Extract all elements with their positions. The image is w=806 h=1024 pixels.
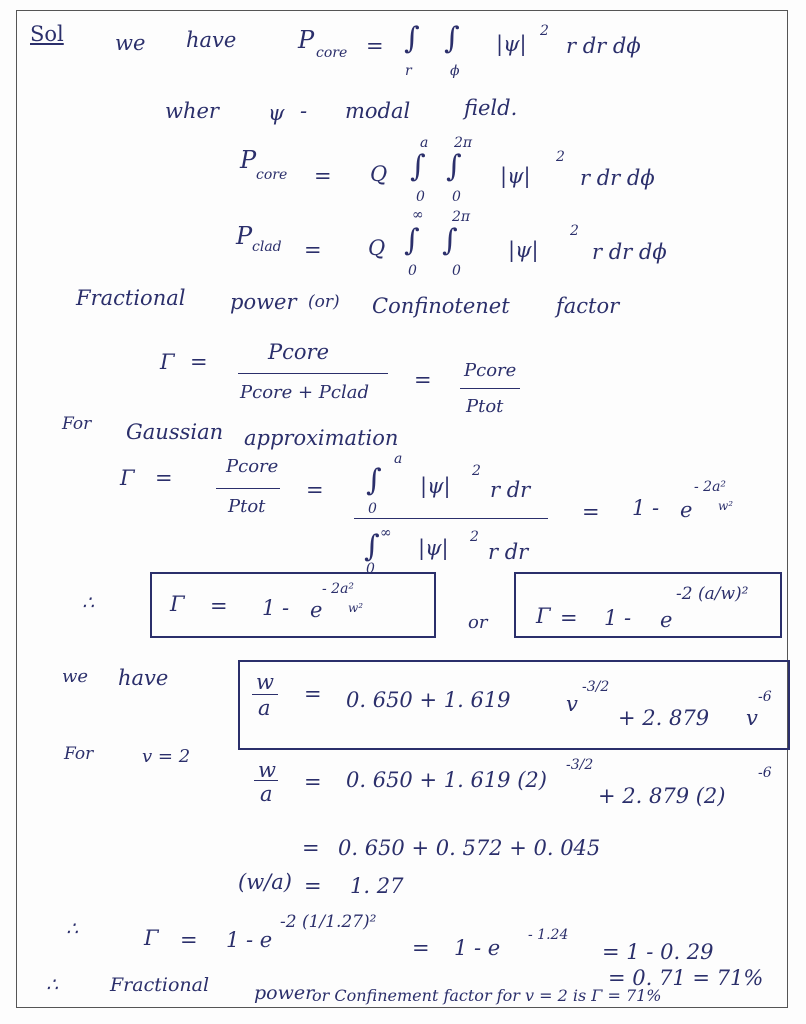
exponent-numerator: - 2a² bbox=[322, 581, 355, 597]
formula-rhs: 0. 650 + 1. 619 bbox=[346, 688, 511, 712]
denominator-sum: Pcore + Pclad bbox=[240, 382, 370, 403]
a-denominator: a bbox=[260, 782, 273, 806]
modal-word: modal bbox=[345, 99, 411, 123]
q-constant: Q bbox=[370, 162, 388, 186]
one-minus: 1 - bbox=[604, 606, 632, 630]
integral-2: ∫ bbox=[442, 223, 458, 258]
integrand-rdr: r dr bbox=[490, 478, 531, 502]
field-word: field. bbox=[464, 96, 518, 120]
psi-abs: |ψ| bbox=[420, 474, 451, 498]
fraction-bar bbox=[460, 388, 520, 389]
equals: = bbox=[366, 34, 384, 58]
integrand-rest: r dr dϕ bbox=[580, 166, 655, 190]
have-word: have bbox=[118, 666, 169, 690]
we-word: we bbox=[115, 31, 146, 55]
equals: = bbox=[180, 928, 198, 952]
q-constant: Q bbox=[368, 236, 386, 260]
have-word: have bbox=[186, 28, 237, 52]
integral-phi: ∫ bbox=[444, 21, 460, 56]
ratio-value: 1. 27 bbox=[350, 874, 404, 898]
for-word: For bbox=[62, 414, 92, 434]
equals: = bbox=[412, 936, 430, 960]
exponent-neg-6: -6 bbox=[758, 765, 772, 781]
fraction-bar bbox=[254, 780, 278, 781]
fraction-bar bbox=[238, 373, 388, 374]
w-numerator: w bbox=[258, 758, 276, 782]
numerator-pcore: Pcore bbox=[464, 360, 517, 381]
lower-limit-0: 0 bbox=[366, 561, 375, 577]
exponent: -2 (a/w)² bbox=[676, 584, 749, 604]
square-exponent: 2 bbox=[470, 529, 479, 545]
v-equals-2: v = 2 bbox=[142, 746, 191, 767]
equals: = bbox=[304, 238, 322, 262]
result-step: = 1 - 0. 29 bbox=[602, 940, 714, 964]
or-word: or bbox=[468, 612, 488, 633]
lower-limit-0: 0 bbox=[368, 501, 377, 517]
gamma-symbol: Γ bbox=[536, 604, 551, 628]
therefore-symbol: ∴ bbox=[66, 918, 79, 940]
lower-limit-0: 0 bbox=[452, 189, 461, 205]
integral-phi-limit: ϕ bbox=[450, 63, 460, 79]
psi-symbol: ψ bbox=[268, 101, 285, 125]
upper-limit-a: a bbox=[394, 451, 403, 467]
dash: - bbox=[300, 99, 308, 123]
integral-num: ∫ bbox=[366, 463, 382, 498]
confinement-word: Confinotenet bbox=[372, 294, 510, 318]
upper-limit-2pi: 2π bbox=[454, 135, 473, 151]
gamma-symbol: Γ bbox=[160, 350, 175, 374]
fractional-word: Fractional bbox=[110, 974, 210, 996]
v-symbol: v bbox=[566, 692, 578, 716]
equals: = bbox=[414, 368, 432, 392]
power-word: power bbox=[230, 290, 297, 314]
equals: = bbox=[190, 350, 208, 374]
one-minus: 1 - bbox=[262, 596, 290, 620]
square-exponent: 2 bbox=[540, 23, 549, 39]
result-box-left bbox=[150, 572, 436, 638]
equals: = bbox=[302, 836, 320, 860]
fraction-bar bbox=[216, 488, 280, 489]
or-word: (or) bbox=[308, 292, 340, 312]
p-clad-symbol: P bbox=[236, 222, 253, 250]
w-numerator: w bbox=[256, 670, 274, 694]
substitution-rhs: 0. 650 + 1. 619 (2) bbox=[346, 768, 547, 792]
core-subscript: core bbox=[256, 167, 288, 183]
denominator-ptot: Ptot bbox=[466, 396, 504, 417]
equals: = bbox=[314, 164, 332, 188]
upper-limit-inf: ∞ bbox=[380, 525, 392, 541]
psi-abs: |ψ| bbox=[508, 238, 539, 262]
lower-limit-0: 0 bbox=[408, 263, 417, 279]
one-minus-e: 1 - e bbox=[454, 936, 501, 960]
where-word: wher bbox=[165, 99, 219, 123]
lower-limit-0: 0 bbox=[452, 263, 461, 279]
sol-label: Sol bbox=[30, 22, 64, 46]
factor-word: factor bbox=[556, 294, 620, 318]
integral-1: ∫ bbox=[410, 149, 426, 184]
integral-r-limit: r bbox=[405, 63, 412, 79]
square-exponent: 2 bbox=[556, 149, 565, 165]
p-core-symbol: P bbox=[240, 146, 257, 174]
integrand-rest: r dr dϕ bbox=[592, 240, 667, 264]
equals: = bbox=[304, 874, 322, 898]
exponent-numerator: - 2a² bbox=[694, 479, 727, 495]
equals: = bbox=[304, 770, 322, 794]
psi-abs: |ψ| bbox=[500, 164, 531, 188]
v-symbol: v bbox=[746, 706, 758, 730]
approximation-word: approximation bbox=[244, 426, 399, 450]
integral-r: ∫ bbox=[404, 21, 420, 56]
integral-den: ∫ bbox=[364, 529, 380, 564]
conclusion-text: or Confinement factor for v = 2 is Γ = 71% bbox=[312, 986, 662, 1005]
equals: = bbox=[306, 478, 324, 502]
one-minus: 1 - bbox=[632, 496, 660, 520]
equals: = bbox=[155, 466, 173, 490]
e-symbol: e bbox=[660, 608, 673, 632]
square-exponent: 2 bbox=[472, 463, 481, 479]
equals: = bbox=[560, 606, 578, 630]
integral-1: ∫ bbox=[404, 223, 420, 258]
exponent-neg-6: -6 bbox=[758, 689, 772, 705]
formula-rhs-2: + 2. 879 bbox=[618, 706, 710, 730]
integrand-rest: r dr dϕ bbox=[566, 34, 641, 58]
fraction-bar bbox=[252, 694, 278, 695]
fraction-bar bbox=[354, 518, 548, 519]
exponent-neg-3-2: -3/2 bbox=[582, 679, 610, 695]
core-subscript: core bbox=[316, 45, 348, 61]
gaussian-word: Gaussian bbox=[126, 420, 224, 444]
gamma-symbol: Γ bbox=[144, 926, 159, 950]
exponent-denominator: w² bbox=[718, 499, 734, 513]
upper-limit-2pi: 2π bbox=[452, 209, 471, 225]
gamma-symbol: Γ bbox=[170, 592, 185, 616]
gamma-symbol: Γ bbox=[120, 466, 135, 490]
result-box-right bbox=[514, 572, 782, 638]
one-minus-e: 1 - e bbox=[226, 928, 273, 952]
square-exponent: 2 bbox=[570, 223, 579, 239]
numerator-pcore: Pcore bbox=[226, 456, 279, 477]
equals: = bbox=[582, 500, 600, 524]
equals: = bbox=[304, 682, 322, 706]
therefore-symbol: ∴ bbox=[82, 592, 95, 614]
psi-abs: |ψ| bbox=[496, 32, 527, 56]
substitution-rhs-2: + 2. 879 (2) bbox=[598, 784, 726, 808]
power-word: power bbox=[254, 982, 315, 1004]
exponent: - 1.24 bbox=[528, 927, 569, 943]
numerator-pcore: Pcore bbox=[268, 340, 330, 364]
denominator-ptot: Ptot bbox=[228, 496, 266, 517]
e-symbol: e bbox=[310, 598, 323, 622]
result-value: = 0. 71 = 71% bbox=[608, 966, 764, 990]
exponent-denominator: w² bbox=[348, 601, 364, 615]
lower-limit-0: 0 bbox=[416, 189, 425, 205]
e-symbol: e bbox=[680, 498, 693, 522]
exponent-neg-3-2: -3/2 bbox=[566, 757, 594, 773]
integral-2: ∫ bbox=[446, 149, 462, 184]
psi-abs: |ψ| bbox=[418, 536, 449, 560]
fractional-word: Fractional bbox=[76, 286, 186, 310]
w-over-a: (w/a) bbox=[238, 870, 292, 894]
p-symbol: P bbox=[298, 26, 315, 54]
equals: = bbox=[210, 594, 228, 618]
upper-limit-a: a bbox=[420, 135, 429, 151]
we-word: we bbox=[62, 666, 89, 687]
exponent: -2 (1/1.27)² bbox=[280, 912, 377, 932]
sum-terms: 0. 650 + 0. 572 + 0. 045 bbox=[338, 836, 601, 860]
a-denominator: a bbox=[258, 696, 271, 720]
upper-limit-inf: ∞ bbox=[412, 207, 424, 223]
integrand-rdr: r dr bbox=[488, 540, 529, 564]
for-word: For bbox=[64, 744, 94, 764]
therefore-symbol: ∴ bbox=[46, 974, 59, 996]
clad-subscript: clad bbox=[252, 239, 282, 255]
